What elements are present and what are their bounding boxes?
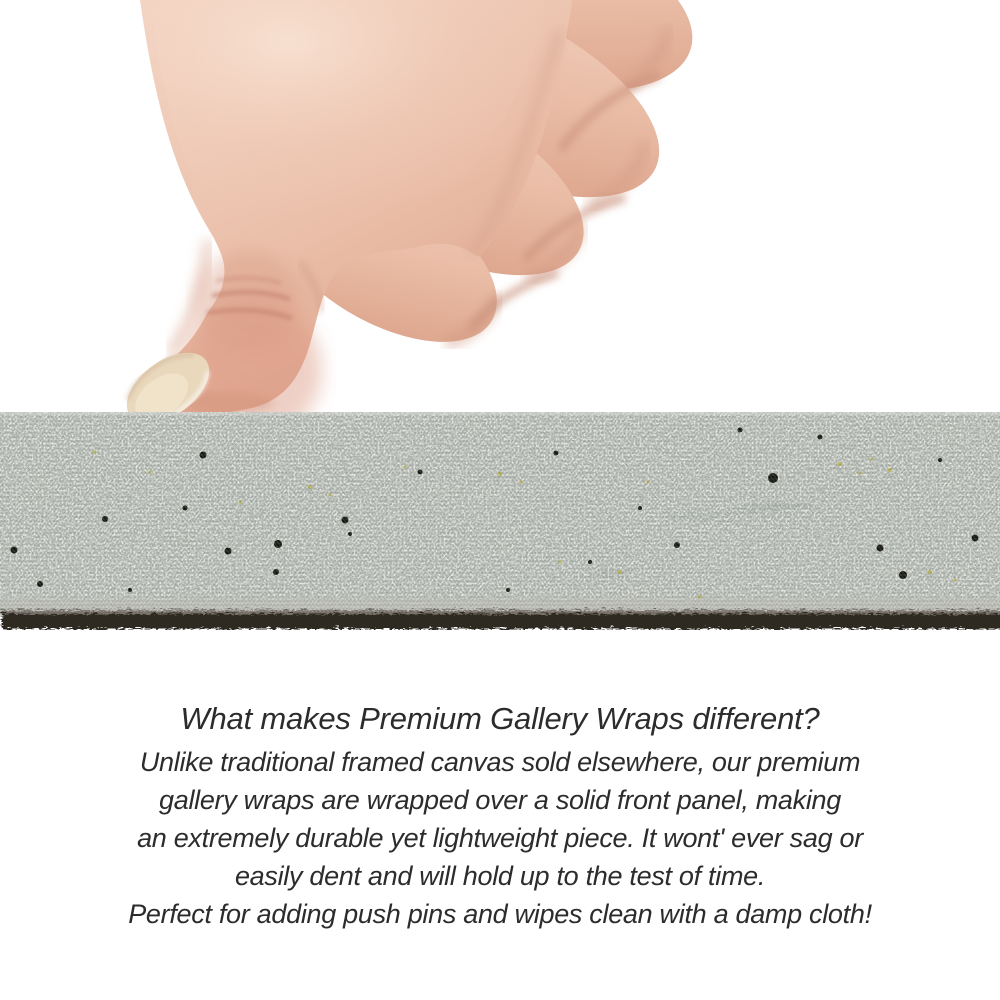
palm-and-thumb bbox=[114, 0, 572, 418]
caption-line-5: Perfect for adding push pins and wipes clean with a damp cloth! bbox=[128, 899, 872, 929]
caption-heading: What makes Premium Gallery Wraps different? bbox=[180, 701, 820, 736]
caption bbox=[0, 697, 1000, 933]
caption-line-1: Unlike traditional framed canvas sold elsewhere, our premium bbox=[139, 747, 861, 777]
hand-photo bbox=[0, 0, 1000, 418]
caption-line-3: an extremely durable yet lightweight piece. It wont' ever sag or bbox=[137, 823, 863, 853]
canvas-edge-photo bbox=[0, 412, 1000, 630]
caption-line-4: easily dent and will hold up to the test of time. bbox=[234, 861, 766, 891]
caption-line-2: gallery wraps are wrapped over a solid front panel, making bbox=[159, 785, 841, 815]
